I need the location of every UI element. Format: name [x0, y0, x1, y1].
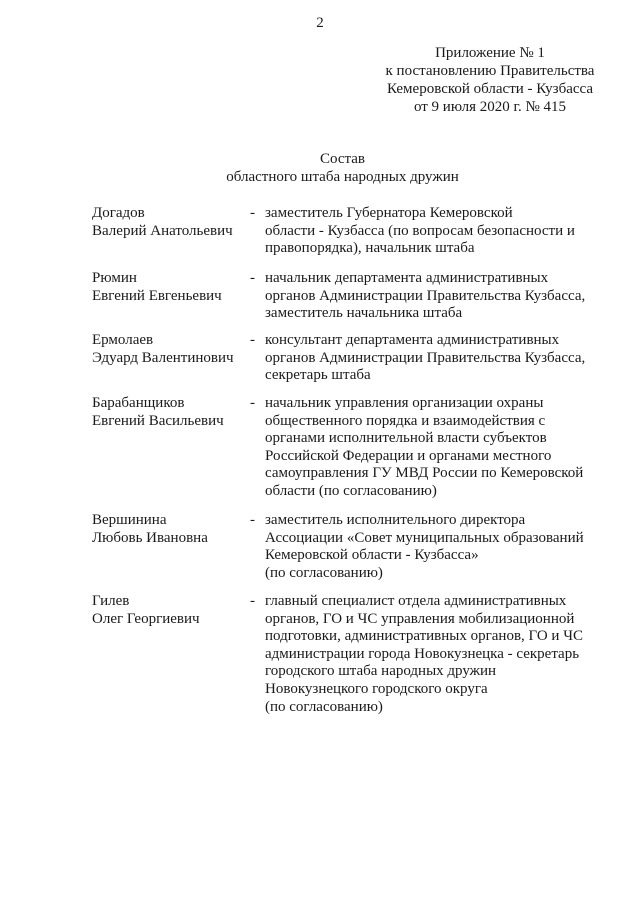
role-line: (по согласованию): [265, 564, 383, 581]
appendix-line: от 9 июля 2020 г. № 415: [413, 99, 567, 115]
document-title: [0, 150, 640, 186]
role-line: заместитель Губернатора Кемеровской: [265, 205, 513, 221]
role-line: правопорядка), начальник штаба: [265, 240, 475, 257]
role-line: заместитель исполнительного директора: [265, 512, 526, 528]
member-dash: -: [250, 512, 255, 528]
role-line: заместитель начальника штаба: [265, 305, 463, 322]
member-surname: Вершинина: [92, 512, 167, 528]
member-name: [92, 395, 252, 430]
member-given-names: Евгений Евгеньевич: [92, 287, 222, 304]
member-role: [265, 593, 605, 716]
appendix-line: к постановлению Правительства: [385, 63, 595, 79]
role-line: секретарь штаба: [265, 367, 371, 384]
member-dash: -: [250, 270, 255, 286]
role-line: Кемеровской области - Кузбасса»: [265, 547, 479, 564]
member-role: [265, 205, 605, 258]
member-name: [92, 332, 252, 367]
appendix-line: Приложение № 1: [435, 45, 545, 61]
member-given-names: Эдуард Валентинович: [92, 349, 234, 366]
role-line: самоуправления ГУ МВД России по Кемеровской: [265, 465, 584, 482]
member-given-names: Валерий Анатольевич: [92, 222, 233, 239]
member-role: [265, 332, 605, 385]
member-role: [265, 512, 605, 582]
member-name: [92, 512, 252, 547]
role-line: общественного порядка и взаимодействия с: [265, 412, 546, 429]
role-line: области - Кузбасса (по вопросам безопасности и: [265, 222, 575, 239]
role-line: органов Администрации Правительства Кузбасса,: [265, 287, 586, 304]
appendix-block: [370, 44, 610, 116]
role-line: начальник департамента административных: [265, 270, 549, 286]
member-name: [92, 205, 252, 240]
role-line: Новокузнецкого городского округа: [265, 680, 488, 697]
role-line: органами исполнительной власти субъектов: [265, 430, 547, 447]
member-given-names: Любовь Ивановна: [92, 529, 208, 546]
member-surname: Догадов: [92, 205, 145, 221]
member-name: [92, 270, 252, 305]
role-line: органов Администрации Правительства Кузбасса,: [265, 349, 586, 366]
member-given-names: Евгений Васильевич: [92, 412, 224, 429]
member-role: [265, 270, 605, 323]
member-surname: Гилев: [92, 593, 130, 609]
role-line: главный специалист отдела административных: [265, 593, 567, 609]
title-line-2: областного штаба народных дружин: [226, 169, 459, 185]
member-dash: -: [250, 332, 255, 348]
title-line-1: Состав: [319, 151, 365, 167]
member-name: [92, 593, 252, 628]
member-dash: -: [250, 205, 255, 221]
role-line: городского штаба народных дружин: [265, 663, 497, 680]
role-line: Российской Федерации и органами местного: [265, 447, 552, 464]
role-line: подготовки, административных органов, ГО и ЧС: [265, 628, 583, 645]
role-line: администрации города Новокузнецка - секретарь: [265, 645, 580, 662]
member-surname: Барабанщиков: [92, 395, 185, 411]
role-line: консультант департамента административных: [265, 332, 560, 348]
member-given-names: Олег Георгиевич: [92, 610, 200, 627]
member-surname: Рюмин: [92, 270, 137, 286]
appendix-line: Кемеровской области - Кузбасса: [386, 81, 594, 97]
page-number: 2: [316, 15, 324, 31]
member-dash: -: [250, 395, 255, 411]
role-line: органов, ГО и ЧС управления мобилизационной: [265, 610, 575, 627]
member-dash: -: [250, 593, 255, 609]
role-line: (по согласованию): [265, 698, 383, 715]
member-surname: Ермолаев: [92, 332, 154, 348]
role-line: Ассоциации «Совет муниципальных образований: [265, 529, 584, 546]
role-line: начальник управления организации охраны: [265, 395, 544, 411]
role-line: области (по согласованию): [265, 482, 437, 499]
member-role: [265, 395, 605, 501]
